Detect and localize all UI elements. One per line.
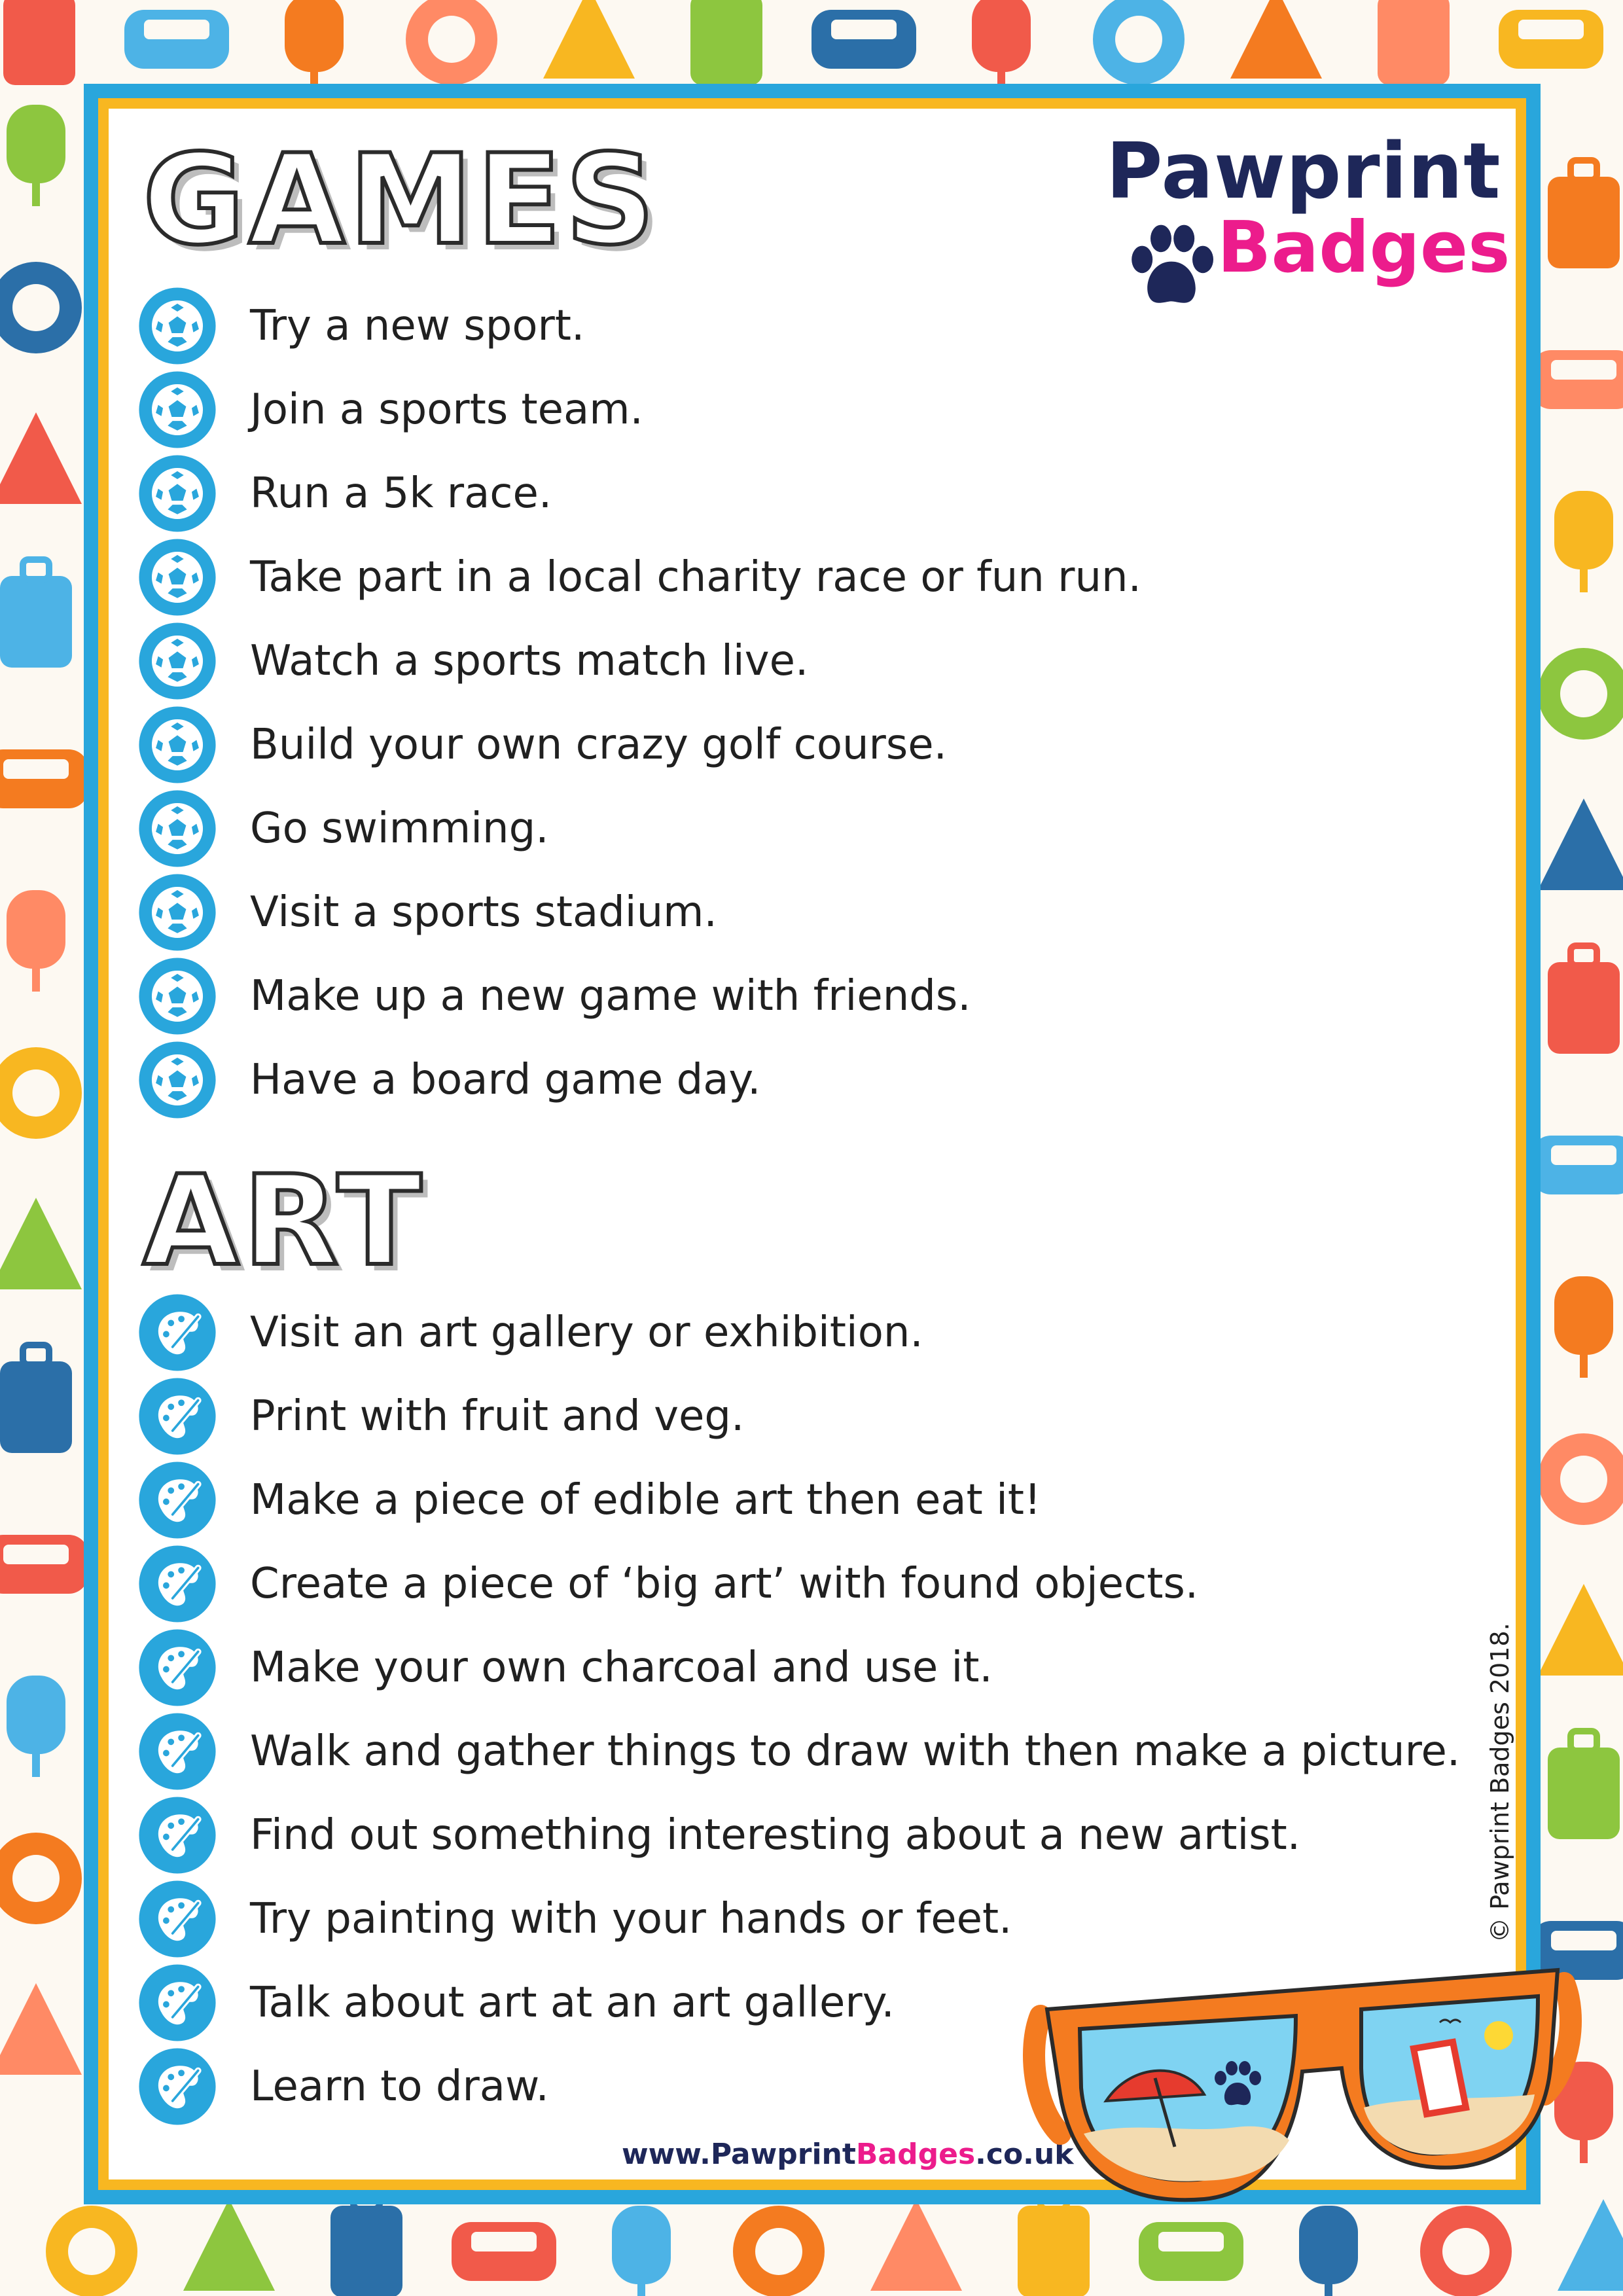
logo-text-pawprint: Pawprint [1106, 126, 1501, 216]
list-item-text: Build your own crazy golf course. [250, 721, 947, 769]
list-item-text: Join a sports team. [250, 386, 643, 434]
list-item-text: Visit an art gallery or exhibition. [250, 1308, 923, 1357]
list-item-text: Make up a new game with friends. [250, 972, 971, 1020]
football-icon [137, 286, 217, 366]
paintbrush-palette-icon [137, 1795, 217, 1875]
games-list [137, 284, 1141, 1122]
list-item [137, 619, 1141, 703]
list-item [137, 954, 1141, 1038]
paintbrush-palette-icon [137, 1879, 217, 1959]
football-icon [137, 789, 217, 869]
football-icon [137, 370, 217, 450]
list-item-text: Go swimming. [250, 804, 549, 853]
list-item-text: Print with fruit and veg. [250, 1392, 745, 1441]
list-item [137, 1626, 1460, 1710]
sunglasses-illustration [1021, 1937, 1584, 2278]
paintbrush-palette-icon [137, 1376, 217, 1456]
list-item-text: Find out something interesting about a new artist. [250, 1811, 1301, 1859]
list-item [137, 1542, 1460, 1626]
website-prefix: www.Pawprint [622, 2138, 856, 2171]
list-item [137, 452, 1141, 535]
paintbrush-palette-icon [137, 1712, 217, 1791]
paintbrush-palette-icon [137, 1293, 217, 1372]
list-item-text: Create a piece of ‘big art’ with found objects. [250, 1560, 1199, 1608]
paintbrush-palette-icon [137, 1963, 217, 2043]
paintbrush-palette-icon [137, 2047, 217, 2126]
list-item [137, 1458, 1460, 1542]
list-item-text: Run a 5k race. [250, 469, 552, 518]
list-item-text: Have a board game day. [250, 1056, 761, 1104]
list-item-text: Make a piece of edible art then eat it! [250, 1476, 1041, 1524]
list-item-text: Watch a sports match live. [250, 637, 809, 685]
list-item-text: Walk and gather things to draw with then make a picture. [250, 1727, 1461, 1776]
football-icon [137, 956, 217, 1036]
art-heading: ART [143, 1149, 426, 1293]
games-heading: GAMES [143, 128, 659, 272]
list-item-text: Take part in a local charity race or fun run. [250, 553, 1141, 601]
list-item [137, 703, 1141, 787]
list-item [137, 368, 1141, 452]
list-item [137, 1793, 1460, 1877]
football-icon [137, 705, 217, 785]
football-icon [137, 872, 217, 952]
paintbrush-palette-icon [137, 1628, 217, 1708]
football-icon [137, 621, 217, 701]
football-icon [137, 454, 217, 533]
website-highlight: Badges [855, 2138, 976, 2171]
list-item [137, 1038, 1141, 1122]
list-item-text: Learn to draw. [250, 2062, 549, 2111]
website-suffix: .co.uk [975, 2138, 1074, 2171]
list-item-text: Talk about art at an art gallery. [250, 1979, 895, 2027]
football-icon [137, 1040, 217, 1120]
logo-text-badges: Badges [1217, 207, 1510, 289]
list-item-text: Make your own charcoal and use it. [250, 1643, 993, 1692]
website-link[interactable] [622, 2138, 1073, 2171]
list-item [137, 535, 1141, 619]
list-item [137, 787, 1141, 870]
list-item [137, 870, 1141, 954]
paintbrush-palette-icon [137, 1544, 217, 1624]
list-item [137, 1374, 1460, 1458]
list-item [137, 1291, 1460, 1374]
copyright-notice: © Pawprint Badges 2018. [1486, 1623, 1514, 1943]
list-item [137, 284, 1141, 368]
paintbrush-palette-icon [137, 1460, 217, 1540]
pawprint-badges-logo [1106, 126, 1510, 318]
list-item [137, 1710, 1460, 1793]
list-item-text: Visit a sports stadium. [250, 888, 717, 937]
football-icon [137, 537, 217, 617]
list-item-text: Try a new sport. [250, 302, 585, 350]
list-item-text: Try painting with your hands or feet. [250, 1895, 1012, 1943]
